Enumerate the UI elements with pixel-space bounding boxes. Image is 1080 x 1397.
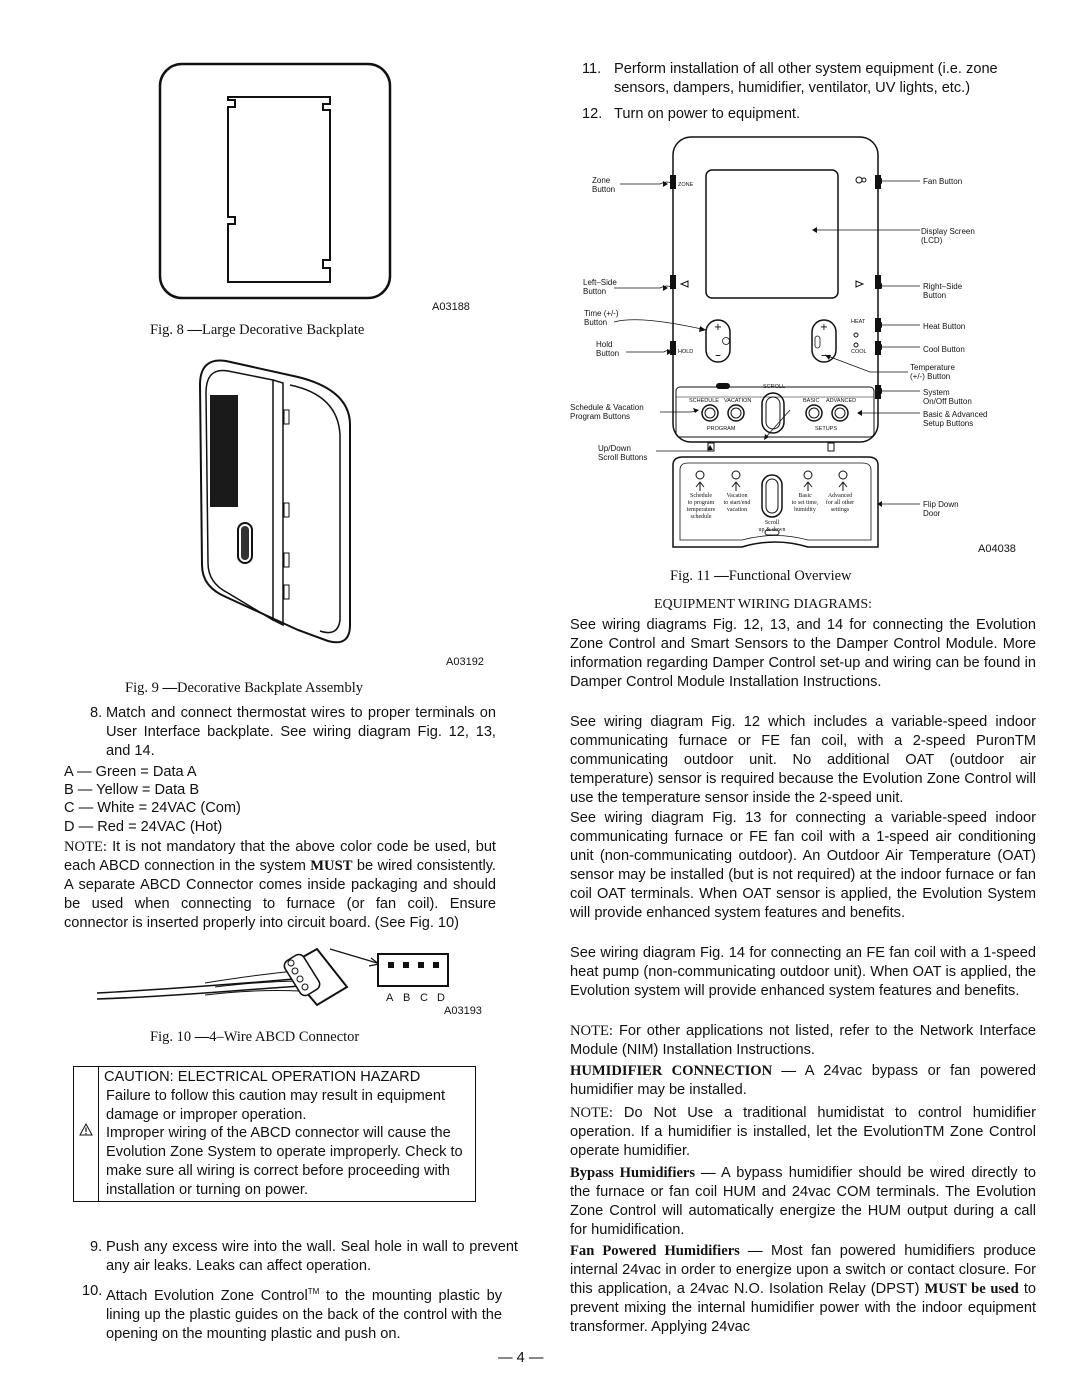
- label-flip-line-1: Flip Down: [923, 500, 959, 509]
- svg-text:–: –: [821, 348, 827, 362]
- label-system-line-1: System: [923, 388, 950, 397]
- color-code-c: C — White = 24VAC (Com): [64, 800, 241, 816]
- page-number: — 4 —: [498, 1350, 544, 1366]
- label-up-down-scroll: [598, 444, 647, 462]
- fig11-caption-num: Fig. 11: [670, 568, 711, 584]
- label-basic-line-2: Setup Buttons: [923, 419, 974, 428]
- label-right-side-line-2: Button: [923, 291, 947, 300]
- fig9-caption-text: Decorative Backplate Assembly: [176, 680, 363, 696]
- note-humidistat: [570, 1104, 1036, 1161]
- note3-label: NOTE:: [570, 1105, 613, 1121]
- device-schedule-text: SCHEDULE: [689, 398, 719, 404]
- bypass-humidifiers: [570, 1164, 1036, 1240]
- fig9-caption-num: Fig. 9: [125, 680, 159, 696]
- label-hold-line-2: Button: [596, 349, 620, 358]
- door-scroll-text: [752, 520, 792, 534]
- step-11-number: 11.: [582, 61, 602, 77]
- label-time-button: [584, 309, 619, 327]
- step-11-text: Perform installation of all other system equipment (i.e. zone sensors, dampers, humidifier, ventilator, UV lights, etc.): [614, 61, 998, 96]
- fig10-code: A03193: [444, 1005, 482, 1017]
- door-advanced-text: [822, 493, 858, 514]
- door-schedule-line-4: schedule: [690, 514, 712, 520]
- device-zone-text: ZONE: [678, 182, 694, 188]
- bypass-label: Bypass Humidifiers —: [570, 1165, 716, 1181]
- label-left-side-button: [583, 278, 617, 296]
- label-display-line-2: (LCD): [921, 236, 943, 245]
- paragraph-2: See wiring diagram Fig. 12 which includes a variable-speed indoor communicating furnace or FE fan coil, with a 2-speed PuronTM communicating outdoor unit. No additional OAT (outdoor air temperature) sensor is required because the Evolution Zone Control will use the temperature sensor inside the 2-speed unit.: [570, 714, 1036, 806]
- fan-powered-humidifiers: [570, 1242, 1036, 1337]
- door-vacation-line-3: vacation: [726, 507, 748, 513]
- label-zone-line-2: Button: [592, 185, 616, 194]
- fig10-pin-c: C: [420, 992, 428, 1004]
- step-10-text-b: to the mounting plastic by lining up the plastic guides on the back of the control with the opening on the mounting plastic and push on.: [106, 1287, 502, 1342]
- label-time-line-2: Button: [584, 318, 608, 327]
- label-fan-button: Fan Button: [923, 177, 963, 186]
- fig8-caption-num: Fig. 8: [150, 322, 184, 338]
- door-schedule-line-3: temperature: [686, 507, 716, 513]
- fig8-caption-text: Large Decorative Backplate: [201, 322, 365, 338]
- color-code-a: A — Green = Data A: [64, 764, 197, 780]
- fig10-pin-d: D: [437, 992, 445, 1004]
- note3-text: Do Not Use a traditional humidistat to control humidifier operation. If a humidifier is installed, let the EvolutionTM Zone Control operate humidifier.: [570, 1105, 1036, 1159]
- fig8-caption: Fig. 8 —Large Decorative Backplate: [150, 322, 365, 338]
- door-basic-line-3: humidity: [794, 507, 816, 513]
- door-vacation-line-1: Vacation: [726, 493, 748, 499]
- caution-text-1: Failure to follow this caution may result in equipment damage or improper operation.: [106, 1088, 446, 1123]
- device-program-text: PROGRAM: [707, 426, 736, 432]
- label-system-button: [923, 388, 972, 406]
- fig8-code: A03188: [432, 301, 470, 313]
- note-color-code: [64, 838, 496, 933]
- label-flip-line-2: Door: [923, 509, 941, 518]
- fig11-leader-lines: [0, 0, 1080, 600]
- paragraph-3: See wiring diagram Fig. 13 for connecting a variable-speed indoor communicating furnace or FE fan coil with a 1-speed air conditioning unit (non-communicating outdoor). An Outdoor Air Temperature (OAT) sensor may be installed (but is not required) at the indoor furnace or fan coil OAT terminals. When OAT sensor is applied, the Evolution System will provide enhanced system features and benefits.: [570, 810, 1036, 921]
- label-temperature-button: [910, 363, 955, 381]
- note-must: MUST: [310, 858, 353, 874]
- label-heat-button: Heat Button: [923, 322, 966, 331]
- bypass-text: A bypass humidifier should be wired directly to the furnace or fan coil HUM and 24vac COM terminals. The Evolution Zone Control will automatically energize the HUM output during a call for humidification.: [570, 1165, 1036, 1238]
- fan-powered-text-b: to prevent mixing the internal humidifier power with the indoor equipment transformer. Applying 24vac: [570, 1281, 1036, 1335]
- note-label: NOTE:: [64, 839, 107, 855]
- fig11-caption: Fig. 11 —Functional Overview: [670, 568, 852, 584]
- fig9-caption: Fig. 9 —Decorative Backplate Assembly: [125, 680, 363, 696]
- humidifier-connection: [570, 1062, 1036, 1100]
- label-right-side-line-1: Right–Side: [923, 282, 963, 291]
- note-text-a: It is not mandatory that the above color code be used, but each ABCD connection in the system: [64, 839, 496, 874]
- step-12-number: 12.: [582, 106, 603, 122]
- caution-title: CAUTION: ELECTRICAL OPERATION HAZARD: [104, 1069, 421, 1085]
- label-display-line-1: Display Screen: [921, 227, 975, 236]
- fig10-pin-b: B: [403, 992, 411, 1004]
- door-schedule-text: [684, 493, 718, 521]
- caution-text-2: Improper wiring of the ABCD connector will cause the Evolution Zone System to operate improperly. Check to make sure all wiring is correct before proceeding with installation or turning on power.: [106, 1125, 463, 1198]
- door-advanced-line-2: for all other: [825, 500, 855, 506]
- label-up-down-line-2: Scroll Buttons: [598, 453, 648, 462]
- door-vacation-line-2: to start/end: [723, 500, 751, 506]
- device-advanced-text: ADVANCED: [826, 398, 857, 404]
- label-temperature-line-1: Temperature: [910, 363, 955, 372]
- label-hold-line-1: Hold: [596, 340, 613, 349]
- step-8-number: 8.: [90, 705, 103, 721]
- device-heat-text: HEAT: [851, 319, 866, 325]
- fig10-caption-text: 4–Wire ABCD Connector: [209, 1029, 360, 1045]
- fig11-caption-text: Functional Overview: [728, 568, 852, 584]
- door-schedule-line-2: to program: [687, 500, 715, 506]
- abcd-connector-illustration: [95, 945, 475, 1015]
- door-advanced-line-1: Advanced: [827, 493, 853, 499]
- label-system-line-2: On/Off Button: [923, 397, 972, 406]
- step-9-text: Push any excess wire into the wall. Seal hole in wall to prevent any air leaks. Leaks can affect operation.: [106, 1239, 518, 1274]
- device-scroll-text: SCROLL: [763, 384, 786, 390]
- step-8-text: Match and connect thermostat wires to proper terminals on User Interface backplate. See wiring diagram Fig. 12, 13, and 14.: [106, 705, 496, 759]
- door-basic-line-1: Basic: [798, 493, 812, 499]
- device-basic-text: BASIC: [803, 398, 820, 404]
- door-scroll-line-1: Scroll: [764, 520, 780, 526]
- label-temperature-line-2: (+/-) Button: [910, 372, 951, 381]
- device-setups-text: SETUPS: [815, 426, 838, 432]
- note2-text: For other applications not listed, refer to the Network Interface Module (NIM) Installation Instructions.: [570, 1023, 1036, 1058]
- svg-text:+: +: [713, 322, 723, 333]
- label-schedule-line-1: Schedule & Vacation: [570, 403, 644, 412]
- color-code-b: B — Yellow = Data B: [64, 782, 200, 798]
- door-basic-text: [788, 493, 822, 514]
- fan-powered-label: Fan Powered Humidifiers —: [570, 1243, 763, 1259]
- label-left-side-line-2: Button: [583, 287, 607, 296]
- note2-label: NOTE:: [570, 1023, 613, 1039]
- device-hold-text: HOLD: [678, 349, 694, 355]
- step-10-text: [106, 1282, 502, 1344]
- label-basic-line-1: Basic & Advanced: [923, 410, 988, 419]
- label-flip-down-door: [923, 500, 959, 518]
- wiring-diagrams-heading: EQUIPMENT WIRING DIAGRAMS:: [654, 597, 873, 612]
- label-right-side-button: [923, 282, 962, 300]
- svg-text:+: +: [819, 322, 829, 333]
- humidifier-text: A 24vac bypass or fan powered humidifier may be installed.: [570, 1063, 1036, 1098]
- fig11-code: A04038: [978, 543, 1016, 555]
- device-vacation-text: VACATION: [724, 398, 752, 404]
- fig9-code: A03192: [446, 656, 484, 668]
- label-basic-advanced: [923, 410, 987, 428]
- door-advanced-line-3: settings: [830, 507, 850, 513]
- label-zone-button: [592, 176, 615, 194]
- fan-powered-text-a: Most fan powered humidifiers produce internal 24vac in order to energize upon a switch or contact closure. For this application, a 24vac N.O. Isolation Relay (DPST): [570, 1243, 1036, 1297]
- step-12-text: Turn on power to equipment.: [614, 106, 801, 122]
- label-zone-line-1: Zone: [592, 176, 611, 185]
- step-10-text-a: Attach Evolution Zone Control: [106, 1287, 308, 1304]
- note-other-applications: [570, 1022, 1036, 1060]
- step-10-tm: TM: [307, 1287, 320, 1296]
- door-vacation-text: [720, 493, 754, 514]
- color-code-d: D — Red = 24VAC (Hot): [64, 819, 223, 835]
- door-basic-line-2: to set time,: [791, 500, 819, 506]
- fig10-caption-num: Fig. 10: [150, 1029, 192, 1045]
- svg-text:–: –: [715, 348, 721, 362]
- warning-triangle-icon: [79, 1123, 93, 1136]
- fig10-caption: Fig. 10 —4–Wire ABCD Connector: [150, 1029, 360, 1045]
- humidifier-label: HUMIDIFIER CONNECTION —: [570, 1063, 796, 1079]
- label-schedule-line-2: Program Buttons: [570, 412, 631, 421]
- label-hold-button: [596, 340, 619, 358]
- label-display-screen: [921, 227, 975, 245]
- label-up-down-line-1: Up/Down: [598, 444, 631, 453]
- door-scroll-line-2: up & down: [758, 527, 786, 533]
- note-text-b: be wired consistently. A separate ABCD Connector comes inside packaging and should be used when connecting to furnace (or fan coil). Ensure connector is inserted properly into circuit board. (See Fig. 10): [64, 858, 496, 931]
- label-time-line-1: Time (+/-): [584, 309, 619, 318]
- step-9-number: 9.: [90, 1239, 103, 1255]
- door-schedule-line-1: Schedule: [690, 493, 712, 499]
- paragraph-4: See wiring diagram Fig. 14 for connecting an FE fan coil with a 1-speed heat pump (non-communicating outdoor unit). When OAT is applied, the Evolution system will provide enhanced system features and benefits.: [570, 945, 1036, 999]
- label-cool-button: Cool Button: [923, 345, 965, 354]
- label-left-side-line-1: Left–Side: [583, 278, 617, 287]
- paragraph-1: See wiring diagrams Fig. 12, 13, and 14 for connecting the Evolution Zone Control and Smart Sensors to the Damper Control Module. More information regarding Damper Control set-up and wiring can be found in Damper Control Module Installation Instructions.: [570, 617, 1036, 690]
- label-schedule-vacation: [570, 403, 644, 421]
- device-cool-text: COOL: [851, 349, 867, 355]
- fig10-pin-a: A: [386, 992, 394, 1004]
- fan-powered-must: MUST be used: [924, 1281, 1019, 1297]
- step-10-number: 10.: [82, 1283, 103, 1299]
